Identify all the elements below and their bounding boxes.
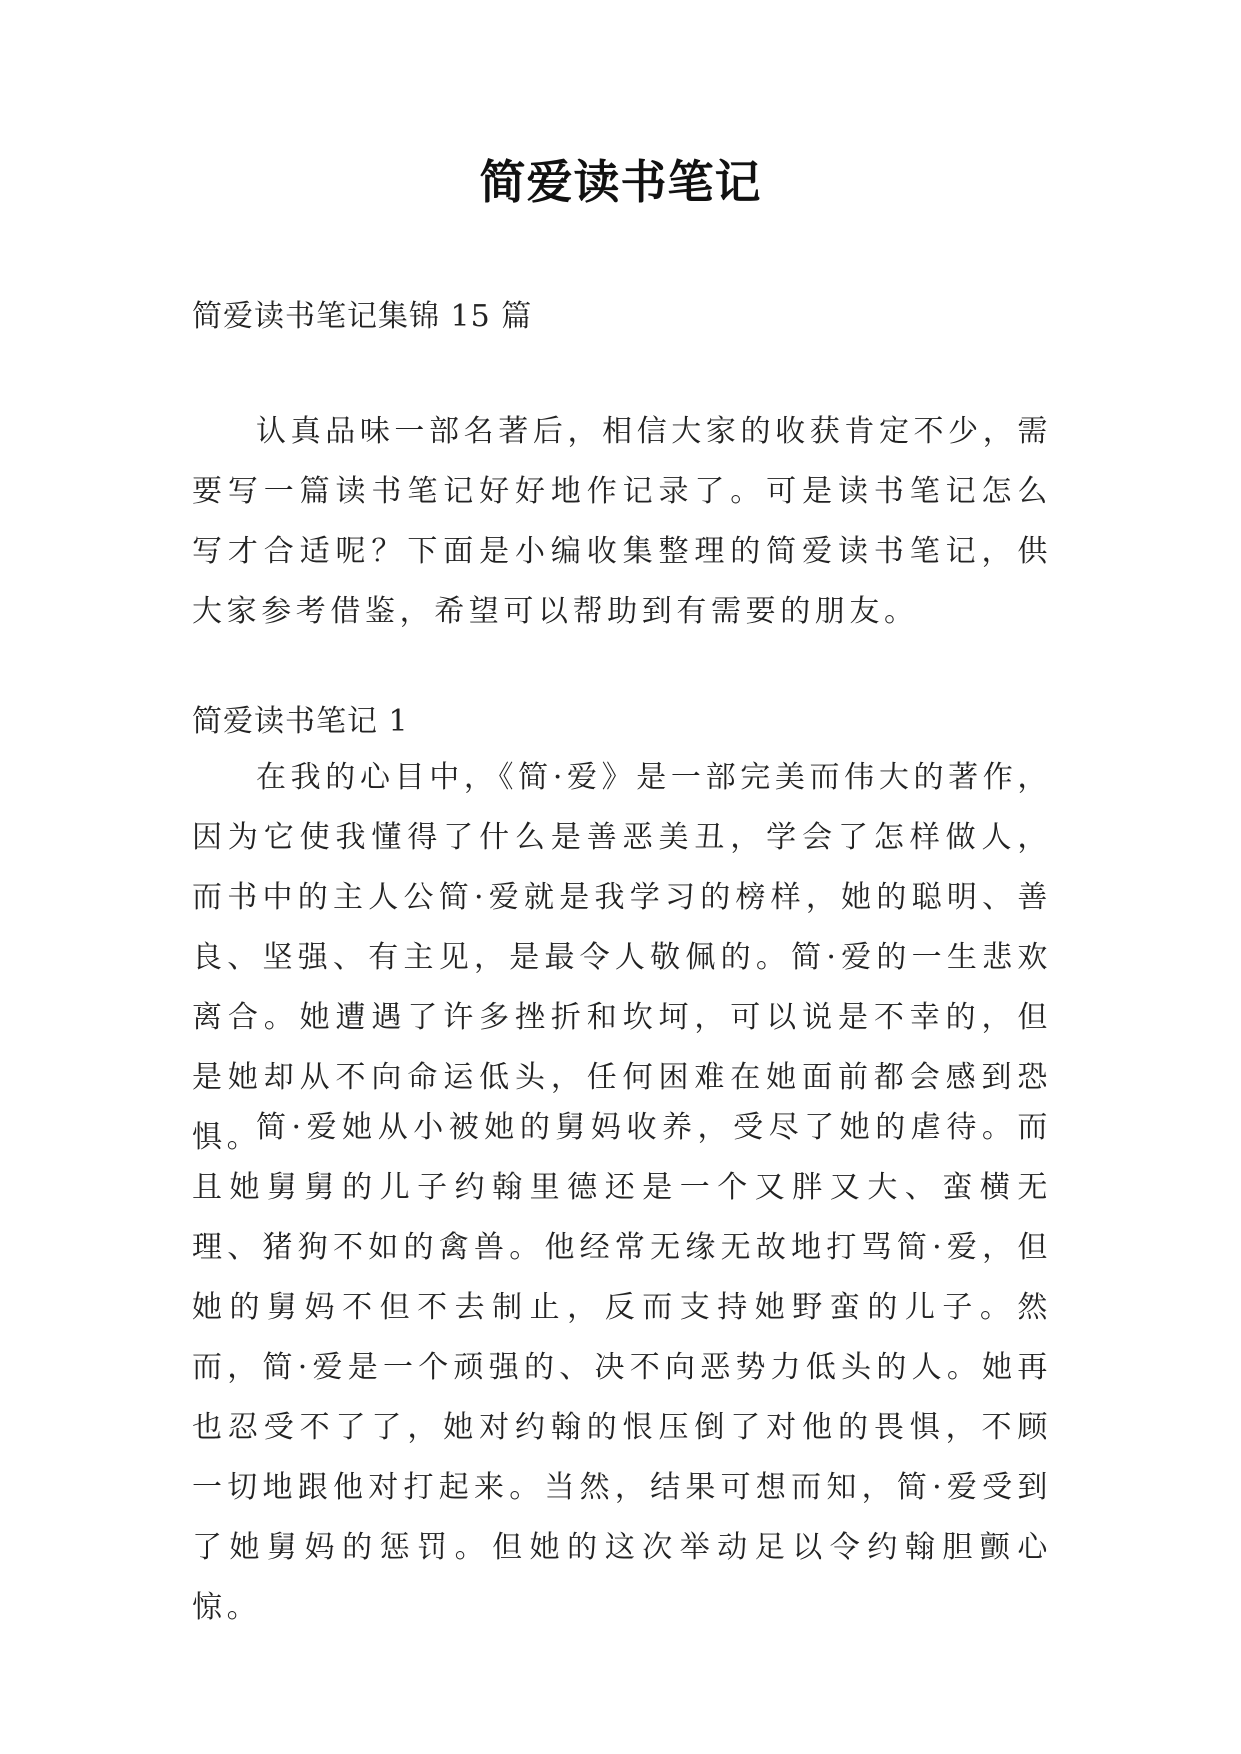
document-subtitle: 简爱读书笔记集锦 15 篇 (192, 299, 533, 334)
body-paragraph: 简·爱她从小被她的舅妈收养，受尽了她的虐待。而且她舅舅的儿子约翰里德还是一个又胖又大、蛮横无理、猪狗不如的禽兽。他经常无缘无故地打骂简·爱，但她的舅妈不但不去制止，反而支持她野蛮的儿子。然而，简·爱是一个顽强的、决不向恶势力低头的人。她再也忍受不了了，她对约翰的恨压倒了对他的畏惧，不顾一切地跟他对打起来。当然，结果可想而知，简·爱受到了她舅妈的惩罚。但她的这次举动足以令约翰胆颤心惊。 (192, 1110, 1052, 1625)
section-heading: 简爱读书笔记 1 (192, 704, 409, 739)
body-paragraph: 在我的心目中，《简·爱》是一部完美而伟大的著作，因为它使我懂得了什么是善恶美丑，学会了怎样做人，而书中的主人公简·爱就是我学习的榜样，她的聪明、善良、坚强、有主见，是最令人敬佩的。简·爱的一生悲欢离合。她遭遇了许多挫折和坎坷，可以说是不幸的，但是她却从不向命运低头，任何困难在她面前都会感到恐惧。 (192, 760, 1052, 1155)
document-title: 简爱读书笔记 (479, 155, 762, 209)
intro-paragraph: 认真品味一部名著后，相信大家的收获肯定不少，需要写一篇读书笔记好好地作记录了。可是读书笔记怎么写才合适呢？下面是小编收集整理的简爱读书笔记，供大家参考借鉴，希望可以帮助到有需要的朋友。 (192, 414, 1052, 629)
